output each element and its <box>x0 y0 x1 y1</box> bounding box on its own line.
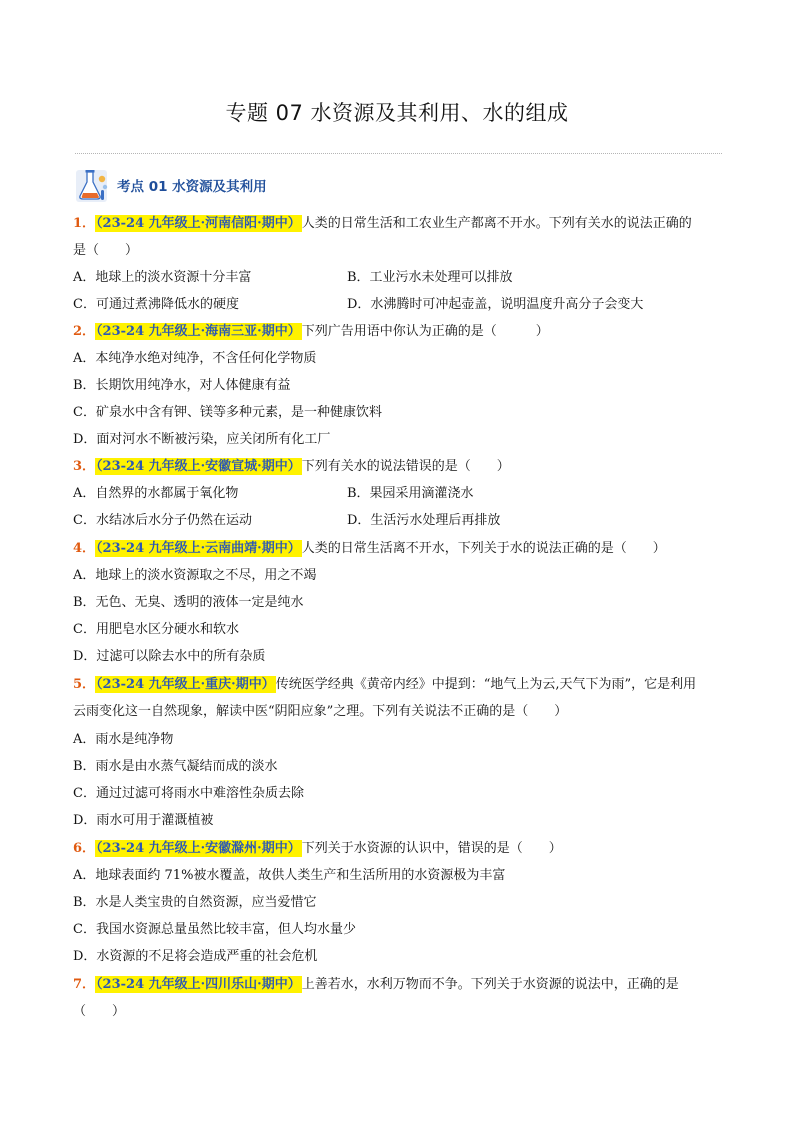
option: C．可通过煮沸降低水的硬度 <box>73 297 239 312</box>
question-source: （23-24 九年级上·云南曲靖·期中） <box>96 541 301 556</box>
section-header <box>75 166 267 204</box>
question-number: 1． <box>73 216 96 231</box>
option: C．矿泉水中含有钾、镁等多种元素，是一种健康饮料 <box>73 405 382 420</box>
option: A．自然界的水都属于氧化物 <box>73 486 239 501</box>
option: A．地球上的淡水资源十分丰富 <box>73 270 252 285</box>
dotted-divider <box>75 153 722 154</box>
question-number: 4． <box>73 541 96 556</box>
option: C．我国水资源总量虽然比较丰富，但人均水量少 <box>73 922 356 937</box>
option: A．本纯净水绝对纯净，不含任何化学物质 <box>73 351 317 366</box>
question-source: （23-24 九年级上·河南信阳·期中） <box>96 216 301 231</box>
question-number: 2． <box>73 324 96 339</box>
option: B．果园采用滴灌浇水 <box>347 486 474 501</box>
question-number: 6． <box>73 841 96 856</box>
question-number: 7． <box>73 977 96 992</box>
section-title: 考点 01 水资源及其利用 <box>117 179 267 195</box>
question-source: （23-24 九年级上·四川乐山·期中） <box>96 977 301 992</box>
question-6 <box>73 837 733 861</box>
option: A．地球上的淡水资源取之不尽，用之不竭 <box>73 568 317 583</box>
option: A．地球表面约 71%被水覆盖，故供人类生产和生活所用的水资源极为丰富 <box>73 868 506 883</box>
question-1 <box>73 212 733 236</box>
option: A．雨水是纯净物 <box>73 732 174 747</box>
question-3 <box>73 455 733 479</box>
question-source: （23-24 九年级上·海南三亚·期中） <box>96 324 301 339</box>
question-stem: 上善若水，水利万物而不争。下列关于水资源的说法中，正确的是 <box>301 977 679 992</box>
option: B．工业污水未处理可以排放 <box>347 270 513 285</box>
question-stem: 人类的日常生活离不开水，下列关于水的说法正确的是（ ） <box>301 541 666 556</box>
option: D．面对河水不断被污染，应关闭所有化工厂 <box>73 432 331 447</box>
question-4 <box>73 537 733 561</box>
flask-icon <box>75 166 111 204</box>
question-source: （23-24 九年级上·重庆·期中） <box>96 677 275 692</box>
question-number: 3． <box>73 459 96 474</box>
option: D．水资源的不足将会造成严重的社会危机 <box>73 949 318 964</box>
question-source: （23-24 九年级上·安徽宣城·期中） <box>96 459 301 474</box>
option: D．雨水可用于灌溉植被 <box>73 813 214 828</box>
question-number: 5． <box>73 677 96 692</box>
option: C．用肥皂水区分硬水和软水 <box>73 622 239 637</box>
question-2 <box>73 320 733 344</box>
option: D．生活污水处理后再排放 <box>347 513 501 528</box>
question-stem: 下列关于水资源的认识中，错误的是（ ） <box>301 841 562 856</box>
option: B．水是人类宝贵的自然资源，应当爱惜它 <box>73 895 317 910</box>
question-stem: 传统医学经典《黄帝内经》中提到：“地气上为云,天气下为雨”，它是利用 <box>275 677 697 692</box>
page-title: 专题 07 水资源及其利用、水的组成 <box>225 101 569 125</box>
question-source: （23-24 九年级上·安徽滁州·期中） <box>96 841 301 856</box>
option: C．水结冰后水分子仍然在运动 <box>73 513 252 528</box>
option: D．过滤可以除去水中的所有杂质 <box>73 649 266 664</box>
question-stem-continued: （ ） <box>73 1004 126 1019</box>
question-stem: 下列广告用语中你认为正确的是（ ） <box>301 324 549 339</box>
option: B．长期饮用纯净水，对人体健康有益 <box>73 378 291 393</box>
question-stem: 人类的日常生活和工农业生产都离不开水。下列有关水的说法正确的 <box>301 216 692 231</box>
question-stem: 下列有关水的说法错误的是（ ） <box>301 459 510 474</box>
option: B．雨水是由水蒸气凝结而成的淡水 <box>73 759 278 774</box>
question-7 <box>73 973 733 997</box>
question-stem-continued: 云雨变化这一自然现象，解读中医“阴阳应象”之理。下列有关说法不正确的是（ ） <box>73 704 568 719</box>
option: D．水沸腾时可冲起壶盖，说明温度升高分子会变大 <box>347 297 644 312</box>
question-5 <box>73 673 733 697</box>
question-stem-continued: 是（ ） <box>73 243 139 258</box>
option: C．通过过滤可将雨水中难溶性杂质去除 <box>73 786 304 801</box>
option: B．无色、无臭、透明的液体一定是纯水 <box>73 595 304 610</box>
